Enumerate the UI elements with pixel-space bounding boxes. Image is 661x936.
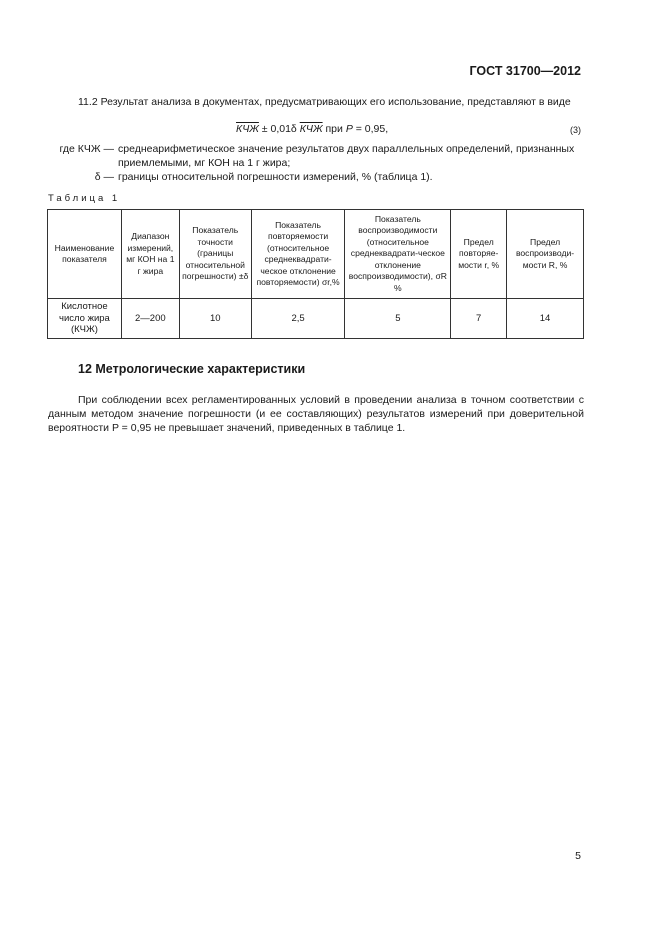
formula-p: P (345, 123, 353, 135)
cell-reproducibility: 5 (345, 299, 451, 339)
header-repeatability: Показатель повторяемости (относительное среднеквадрати-ческое отклонение повторяемости) σr,% (251, 210, 345, 299)
header-reproducibility-limit: Предел воспроизводи-мости R, % (507, 210, 584, 299)
formula-mean-kchzh-2: КЧЖ (299, 123, 323, 135)
section-12-title: 12 Метрологические характеристики (78, 362, 306, 376)
header-accuracy: Показатель точности (границы относительной погрешности) ±δ (179, 210, 251, 299)
cell-repeatability: 2,5 (251, 299, 345, 339)
definition-term: где КЧЖ — (59, 143, 114, 155)
table-header-row (48, 210, 584, 299)
definition-delta (48, 170, 584, 184)
header-reproducibility: Показатель воспроизводимости (относительное среднеквадрати-ческое отклонение воспроизводимости), σR % (345, 210, 451, 299)
definition-text: границы относительной погрешности измерений, % (таблица 1). (118, 171, 433, 183)
standard-header: ГОСТ 31700—2012 (469, 64, 581, 78)
header-repeatability-limit: Предел повторяе-мости r, % (451, 210, 507, 299)
definition-term: δ — (94, 171, 114, 183)
formula-pm: ± 0,01δ (258, 123, 300, 135)
definitions (48, 142, 584, 184)
page-number: 5 (575, 850, 581, 862)
cell-accuracy: 10 (179, 299, 251, 339)
formula-tail2: = 0,95, (352, 123, 389, 135)
table-caption: Таблица 1 (48, 193, 121, 204)
section-12-text: При соблюдении всех регламентированных условий в проведении анализа в точном соответствии с данным методом значение погрешности (и ее составляющих) результатов измерений при доверительной вероятности P = 0,95 не превышает значений, приведенных в таблице 1. (48, 394, 584, 434)
table-1 (47, 209, 584, 339)
cell-reproducibility-limit: 14 (507, 299, 584, 339)
table-row (48, 299, 584, 339)
header-range: Диапазон измерений, мг КОН на 1 г жира (121, 210, 179, 299)
definition-kchzh (48, 142, 584, 170)
formula-3 (236, 123, 388, 135)
formula-mean-kchzh: КЧЖ (236, 123, 259, 135)
cell-name: Кислотное число жира (КЧЖ) (48, 299, 122, 339)
equation-number: (3) (570, 125, 581, 135)
formula-tail: при (322, 123, 346, 135)
definition-text: среднеарифметическое значение результатов двух параллельных определений, признанных приемлемыми, мг КОН на 1 г жира; (118, 143, 575, 169)
clause-11-2: 11.2 Результат анализа в документах, предусматривающих его использование, представляют в виде (78, 96, 571, 108)
cell-repeatability-limit: 7 (451, 299, 507, 339)
header-name: Наименование показателя (48, 210, 122, 299)
cell-range: 2—200 (121, 299, 179, 339)
